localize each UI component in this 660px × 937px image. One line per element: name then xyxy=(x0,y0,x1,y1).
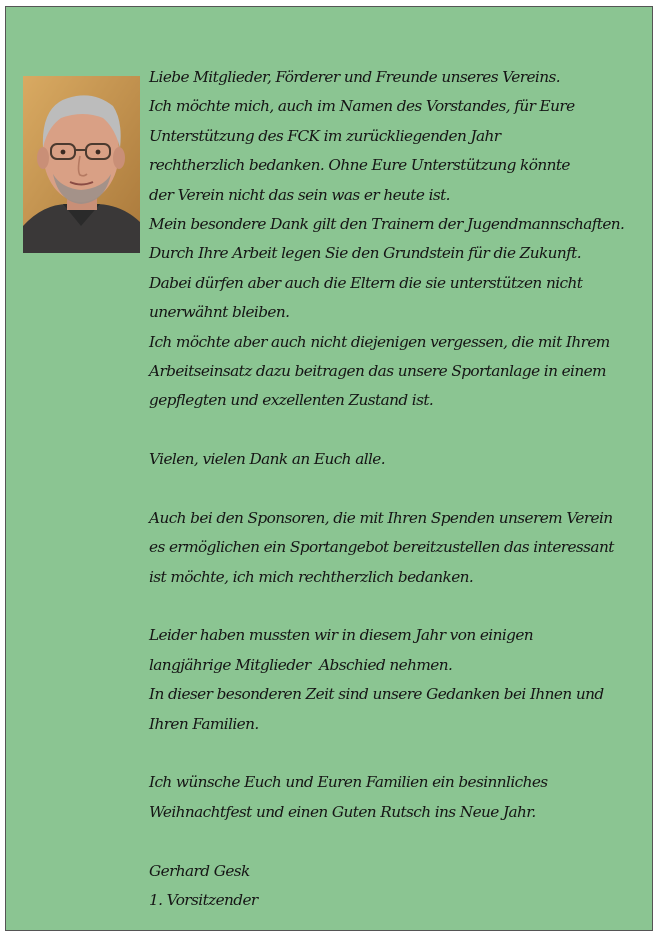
letter-line: Ich möchte aber auch nicht diejenigen vergessen, die mit Ihrem xyxy=(149,332,610,351)
letter-line: langjährige Mitglieder Abschied nehmen. xyxy=(149,655,453,674)
letter-line: Liebe Mitglieder, Förderer und Freunde unseres Vereins. xyxy=(149,68,560,86)
letter-line: gepflegten und exzellenten Zustand ist. xyxy=(149,391,434,410)
letter-line: Vielen, vielen Dank an Euch alle. xyxy=(149,450,386,469)
portrait-image xyxy=(23,76,140,253)
letter-line: Ich möchte mich, auch im Namen des Vorstandes, für Eure xyxy=(149,97,575,116)
signature-role: 1. Vorsitzender xyxy=(149,890,258,909)
letter-line: Weihnachtfest und einen Guten Rutsch ins Neue Jahr. xyxy=(149,802,536,821)
letter-line: Auch bei den Sponsoren, die mit Ihren Spenden unserem Verein xyxy=(149,508,613,527)
letter-line: es ermöglichen ein Sportangebot bereitzustellen das interessant xyxy=(149,538,614,557)
signature-name: Gerhard Gesk xyxy=(149,861,250,880)
letter-line: In dieser besonderen Zeit sind unsere Gedanken bei Ihnen und xyxy=(149,685,604,704)
letter-line: Mein besondere Dank gilt den Trainern der Jugendmannschaften. xyxy=(149,214,625,233)
letter-line: unerwähnt bleiben. xyxy=(149,303,290,322)
author-portrait xyxy=(23,76,140,253)
letter-line: der Verein nicht das sein was er heute ist. xyxy=(149,185,450,204)
letter-line: Ich wünsche Euch und Euren Familien ein besinnliches xyxy=(149,773,548,792)
letter-line: Dabei dürfen aber auch die Eltern die sie unterstützen nicht xyxy=(149,273,583,292)
letter-text xyxy=(149,63,649,915)
paragraph-gap xyxy=(149,592,649,621)
paragraph-gap xyxy=(149,474,649,503)
letter-line: rechtherzlich bedanken. Ohne Eure Unterstützung könnte xyxy=(149,156,570,175)
paragraph-gap xyxy=(149,416,649,445)
letter-page xyxy=(5,6,653,931)
letter-line: Durch Ihre Arbeit legen Sie den Grundstein für die Zukunft. xyxy=(149,244,581,263)
letter-line: Arbeitseinsatz dazu beitragen das unsere Sportanlage in einem xyxy=(149,361,606,380)
paragraph-gap xyxy=(149,827,649,856)
paragraph-gap xyxy=(149,739,649,768)
letter-line: Ihren Familien. xyxy=(149,714,259,733)
letter-line: Unterstützung des FCK im zurückliegenden Jahr xyxy=(149,126,501,145)
letter-line: ist möchte, ich mich rechtherzlich bedanken. xyxy=(149,567,474,586)
letter-line: Leider haben mussten wir in diesem Jahr von einigen xyxy=(149,626,534,645)
